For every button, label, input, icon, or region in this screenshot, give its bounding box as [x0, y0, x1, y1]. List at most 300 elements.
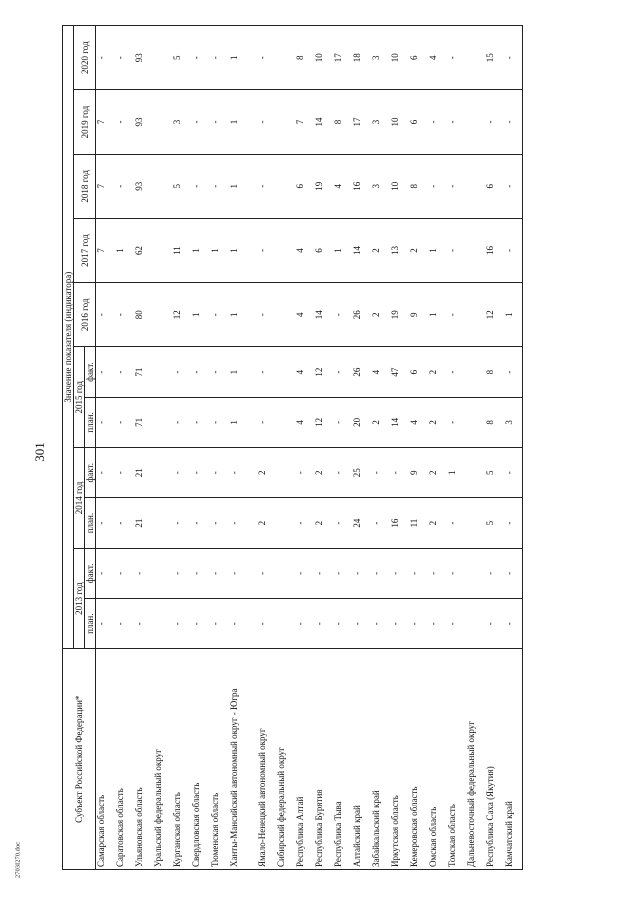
indicator-value: -	[134, 548, 153, 598]
indicator-value	[153, 218, 172, 282]
header-year-2013: 2013 год	[74, 548, 85, 649]
region-name: Камчатский край	[504, 649, 523, 870]
header-fact: факт.	[85, 448, 96, 498]
table-row	[191, 26, 210, 870]
indicator-value: -	[504, 498, 523, 548]
indicator-value: 93	[134, 90, 153, 154]
indicator-value	[466, 599, 485, 649]
indicator-value: 2	[257, 498, 276, 548]
indicator-value: 1	[428, 283, 447, 347]
indicator-value: -	[504, 218, 523, 282]
table-row	[390, 26, 409, 870]
indicator-value: -	[115, 283, 134, 347]
header-year-2017: 2017 год	[74, 218, 96, 282]
indicator-value: -	[210, 397, 229, 447]
indicator-value	[276, 498, 295, 548]
region-name: Республика Бурятия	[314, 649, 333, 870]
indicator-value: -	[333, 498, 352, 548]
header-fact: факт.	[85, 548, 96, 598]
indicator-value: -	[257, 90, 276, 154]
region-name: Томская область	[447, 649, 466, 870]
indicator-value: -	[504, 90, 523, 154]
header-year-2020: 2020 год	[74, 26, 96, 90]
indicator-value	[276, 26, 295, 90]
table-row	[314, 26, 333, 870]
indicator-value	[466, 90, 485, 154]
indicator-value: 1	[229, 154, 257, 218]
indicator-value: 93	[134, 26, 153, 90]
indicator-value	[276, 154, 295, 218]
table-header	[63, 26, 96, 870]
indicator-value: -	[371, 448, 390, 498]
indicator-value: 4	[333, 154, 352, 218]
indicator-value	[153, 498, 172, 548]
region-name: Ямало-Ненецкий автономный округ	[257, 649, 276, 870]
indicator-value: -	[333, 448, 352, 498]
indicator-value: -	[191, 448, 210, 498]
indicator-value: -	[352, 599, 371, 649]
indicator-value: -	[191, 154, 210, 218]
indicator-value: 4	[409, 397, 428, 447]
indicator-value: -	[115, 548, 134, 598]
indicator-value: -	[504, 599, 523, 649]
header-indicator: Значение показателя (индикатора)	[63, 26, 74, 649]
indicator-value: 19	[390, 283, 409, 347]
indicator-value: 24	[352, 498, 371, 548]
indicator-value: -	[96, 548, 115, 598]
indicator-value: 14	[352, 218, 371, 282]
indicator-value: 1	[447, 448, 466, 498]
indicator-value: 11	[172, 218, 191, 282]
region-name: Уральский федеральный округ	[153, 649, 172, 870]
table-row	[466, 26, 485, 870]
indicator-value: -	[314, 599, 333, 649]
indicator-value: -	[191, 26, 210, 90]
indicator-value: -	[257, 283, 276, 347]
indicator-value: 5	[485, 498, 504, 548]
indicator-value: -	[115, 154, 134, 218]
indicator-value	[466, 548, 485, 598]
indicator-value: 80	[134, 283, 153, 347]
table-body	[96, 26, 523, 870]
table-row	[485, 26, 504, 870]
indicator-value: -	[409, 599, 428, 649]
indicator-value	[276, 283, 295, 347]
indicator-value: 3	[371, 26, 390, 90]
header-fact: факт.	[85, 347, 96, 397]
indicator-value	[153, 347, 172, 397]
indicator-value: -	[371, 498, 390, 548]
indicator-value: 8	[295, 26, 314, 90]
indicator-value: -	[96, 599, 115, 649]
indicator-value: -	[257, 218, 276, 282]
indicator-value: -	[229, 448, 257, 498]
region-name: Республика Тыва	[333, 649, 352, 870]
header-year-2018: 2018 год	[74, 154, 96, 218]
indicator-value: -	[191, 397, 210, 447]
indicator-value: -	[210, 283, 229, 347]
indicator-value	[153, 154, 172, 218]
indicator-value: 3	[371, 90, 390, 154]
indicator-value: -	[191, 347, 210, 397]
indicator-value: -	[409, 548, 428, 598]
table-row	[428, 26, 447, 870]
indicator-value: 6	[409, 90, 428, 154]
indicator-value: 7	[295, 90, 314, 154]
indicator-value: -	[115, 498, 134, 548]
indicator-value: 2	[409, 218, 428, 282]
indicator-value: -	[352, 548, 371, 598]
indicator-value: 16	[390, 498, 409, 548]
indicator-value: -	[115, 599, 134, 649]
table-row	[371, 26, 390, 870]
indicator-value: 11	[409, 498, 428, 548]
indicator-value: 1	[229, 218, 257, 282]
indicator-value: -	[504, 26, 523, 90]
indicator-value: -	[172, 347, 191, 397]
indicator-value: 1	[504, 283, 523, 347]
indicator-value	[153, 90, 172, 154]
region-name: Ханты-Мансийский автономный округ - Югра	[229, 649, 257, 870]
indicator-value: -	[115, 397, 134, 447]
indicator-value	[466, 448, 485, 498]
indicator-value: 26	[352, 347, 371, 397]
indicator-value: 4	[295, 397, 314, 447]
indicator-value: 21	[134, 498, 153, 548]
table-row	[504, 26, 523, 870]
table-row	[257, 26, 276, 870]
region-name: Ульяновская область	[134, 649, 153, 870]
header-plan: план.	[85, 397, 96, 447]
indicator-value: -	[210, 154, 229, 218]
indicator-value: -	[485, 599, 504, 649]
indicator-value	[466, 283, 485, 347]
indicator-value: -	[447, 347, 466, 397]
indicator-value: -	[191, 498, 210, 548]
indicator-value: 12	[314, 397, 333, 447]
table-row	[172, 26, 191, 870]
indicator-value: 2	[428, 498, 447, 548]
indicator-value: 93	[134, 154, 153, 218]
region-name: Алтайский край	[352, 649, 371, 870]
indicator-value	[153, 397, 172, 447]
indicator-value: -	[172, 498, 191, 548]
indicator-value: -	[447, 90, 466, 154]
indicator-value: 2	[314, 498, 333, 548]
region-name: Сибирский федеральный округ	[276, 649, 295, 870]
indicator-value: -	[447, 218, 466, 282]
indicator-value: 1	[333, 218, 352, 282]
indicator-value: 12	[314, 347, 333, 397]
indicator-value: -	[172, 548, 191, 598]
indicator-value: -	[428, 548, 447, 598]
header-year-2015: 2015 год	[74, 347, 85, 448]
indicator-value: 8	[409, 154, 428, 218]
indicator-value: -	[210, 26, 229, 90]
indicator-value: 1	[229, 90, 257, 154]
region-name: Республика Алтай	[295, 649, 314, 870]
indicator-value: -	[390, 448, 409, 498]
indicator-value: 8	[485, 397, 504, 447]
indicator-value: 7	[96, 154, 115, 218]
region-name: Забайкальский край	[371, 649, 390, 870]
indicator-value	[466, 347, 485, 397]
region-name: Омская область	[428, 649, 447, 870]
indicator-value: -	[504, 548, 523, 598]
indicator-value: -	[172, 599, 191, 649]
indicator-value: -	[172, 448, 191, 498]
table-row	[276, 26, 295, 870]
indicator-value: 14	[314, 283, 333, 347]
indicator-value	[466, 154, 485, 218]
indicator-value: 21	[134, 448, 153, 498]
indicator-value: -	[295, 548, 314, 598]
indicator-value: 7	[96, 90, 115, 154]
indicator-value: -	[96, 498, 115, 548]
indicator-value: 25	[352, 448, 371, 498]
indicator-value: 10	[390, 154, 409, 218]
indicator-value: 3	[504, 397, 523, 447]
indicator-value: -	[333, 347, 352, 397]
page-number: 301	[32, 442, 47, 462]
indicator-value: 19	[314, 154, 333, 218]
indicator-value: 6	[485, 154, 504, 218]
indicator-value: 14	[390, 397, 409, 447]
indicator-value: 1	[191, 283, 210, 347]
table-row	[115, 26, 134, 870]
table-row	[134, 26, 153, 870]
indicator-value: -	[428, 599, 447, 649]
indicator-value: -	[504, 347, 523, 397]
indicator-value: 20	[352, 397, 371, 447]
indicator-value: 5	[485, 448, 504, 498]
indicator-value: -	[210, 498, 229, 548]
indicator-value: -	[295, 448, 314, 498]
table-row	[333, 26, 352, 870]
indicator-value: -	[96, 397, 115, 447]
indicator-value: -	[172, 397, 191, 447]
indicator-value: 1	[229, 26, 257, 90]
table-row	[295, 26, 314, 870]
indicator-value	[276, 397, 295, 447]
indicator-value: -	[191, 90, 210, 154]
indicator-value: -	[333, 283, 352, 347]
indicator-value: 6	[314, 218, 333, 282]
indicator-value: -	[428, 90, 447, 154]
indicator-value: -	[257, 548, 276, 598]
indicator-value	[153, 26, 172, 90]
indicator-value: 26	[352, 283, 371, 347]
table-row	[210, 26, 229, 870]
indicator-value: 10	[390, 26, 409, 90]
region-name: Дальневосточный федеральный округ	[466, 649, 485, 870]
indicator-value: -	[485, 90, 504, 154]
indicator-value: 17	[333, 26, 352, 90]
indicator-value: 47	[390, 347, 409, 397]
indicator-value: -	[390, 599, 409, 649]
indicator-value: -	[257, 26, 276, 90]
indicator-value: -	[333, 599, 352, 649]
indicator-value: -	[210, 90, 229, 154]
indicator-value: -	[333, 397, 352, 447]
indicator-value: -	[115, 347, 134, 397]
indicator-value: -	[447, 154, 466, 218]
indicator-value	[466, 498, 485, 548]
indicator-value: 2	[428, 448, 447, 498]
indicator-value: -	[115, 26, 134, 90]
indicator-value: -	[447, 397, 466, 447]
indicator-value	[466, 218, 485, 282]
indicator-value: 8	[485, 347, 504, 397]
indicator-value: -	[191, 548, 210, 598]
indicator-value: -	[504, 154, 523, 218]
table-row	[96, 26, 115, 870]
indicator-value: 71	[134, 347, 153, 397]
indicator-value: 6	[409, 347, 428, 397]
indicator-value: 2	[257, 448, 276, 498]
indicator-value: 2	[314, 448, 333, 498]
indicator-value: 13	[390, 218, 409, 282]
region-name: Республика Саха (Якутия)	[485, 649, 504, 870]
indicator-value: -	[134, 599, 153, 649]
indicator-value: 15	[485, 26, 504, 90]
indicator-value: 17	[352, 90, 371, 154]
indicator-value	[276, 347, 295, 397]
indicator-value: -	[96, 347, 115, 397]
header-year-2019: 2019 год	[74, 90, 96, 154]
indicator-value: 1	[229, 347, 257, 397]
indicator-value	[276, 448, 295, 498]
table-row	[409, 26, 428, 870]
region-name: Курганская область	[172, 649, 191, 870]
indicator-value: 6	[295, 154, 314, 218]
region-name: Кемеровская область	[409, 649, 428, 870]
header-year-2016: 2016 год	[74, 283, 96, 347]
table-row	[352, 26, 371, 870]
indicator-value: -	[485, 548, 504, 598]
indicator-value: -	[447, 26, 466, 90]
indicator-value: 10	[390, 90, 409, 154]
indicator-value: 16	[352, 154, 371, 218]
indicator-value: 4	[371, 347, 390, 397]
table-row	[447, 26, 466, 870]
header-plan: план.	[85, 599, 96, 649]
indicator-value: -	[115, 90, 134, 154]
indicator-value: 1	[229, 397, 257, 447]
indicator-value: 1	[115, 218, 134, 282]
indicator-value: -	[115, 448, 134, 498]
header-plan: план.	[85, 498, 96, 548]
indicator-value: 7	[96, 218, 115, 282]
indicator-value: 62	[134, 218, 153, 282]
indicator-value: 9	[409, 283, 428, 347]
indicator-value	[466, 397, 485, 447]
indicator-value: -	[371, 599, 390, 649]
indicator-value: -	[210, 448, 229, 498]
indicator-value: -	[428, 154, 447, 218]
indicator-value: 14	[314, 90, 333, 154]
indicator-value: 1	[191, 218, 210, 282]
indicator-value: 1	[210, 218, 229, 282]
indicator-value: 12	[485, 283, 504, 347]
indicator-value: 2	[371, 218, 390, 282]
indicator-value: 2	[371, 283, 390, 347]
table-row	[153, 26, 172, 870]
indicator-value: -	[257, 154, 276, 218]
indicator-value: 12	[172, 283, 191, 347]
indicator-value: 2	[428, 347, 447, 397]
region-name: Саратовская область	[115, 649, 134, 870]
document-footer: 2703I270.doc	[14, 842, 22, 878]
indicator-value: -	[447, 498, 466, 548]
indicator-table-container	[62, 25, 582, 870]
indicator-value	[153, 283, 172, 347]
indicator-value: 6	[409, 26, 428, 90]
indicator-value: 16	[485, 218, 504, 282]
indicator-value: -	[191, 599, 210, 649]
indicator-value	[276, 218, 295, 282]
indicator-value: -	[295, 498, 314, 548]
indicator-value: -	[96, 283, 115, 347]
indicator-value: 5	[172, 154, 191, 218]
indicator-value: 4	[295, 347, 314, 397]
indicator-value: 71	[134, 397, 153, 447]
indicator-value: -	[229, 548, 257, 598]
indicator-value: -	[447, 599, 466, 649]
indicator-value	[153, 548, 172, 598]
indicator-value: 1	[428, 218, 447, 282]
header-year-2014: 2014 год	[74, 448, 85, 549]
indicator-value	[153, 599, 172, 649]
indicator-value: 3	[172, 90, 191, 154]
indicator-value: 1	[229, 283, 257, 347]
indicator-value: -	[96, 448, 115, 498]
indicator-value	[276, 599, 295, 649]
region-name: Иркутская область	[390, 649, 409, 870]
indicator-value	[466, 26, 485, 90]
indicator-value: -	[210, 548, 229, 598]
region-name: Тюменская область	[210, 649, 229, 870]
indicator-value: -	[257, 347, 276, 397]
indicator-value: -	[447, 283, 466, 347]
indicator-value: 3	[371, 154, 390, 218]
indicator-value: -	[314, 548, 333, 598]
indicator-value: -	[447, 548, 466, 598]
header-subject: Субъект Российской Федерации*	[63, 649, 96, 870]
indicator-value: -	[257, 599, 276, 649]
indicator-value: 18	[352, 26, 371, 90]
region-name: Свердловская область	[191, 649, 210, 870]
indicator-value: 5	[172, 26, 191, 90]
indicator-value: -	[390, 548, 409, 598]
indicator-value: 8	[333, 90, 352, 154]
indicator-value: -	[210, 347, 229, 397]
indicator-value: 10	[314, 26, 333, 90]
table-row	[229, 26, 257, 870]
indicator-value: 4	[295, 218, 314, 282]
indicator-value: -	[333, 548, 352, 598]
indicator-table	[62, 25, 523, 870]
indicator-value: -	[96, 26, 115, 90]
indicator-value: -	[295, 599, 314, 649]
indicator-value: -	[371, 548, 390, 598]
indicator-value: -	[229, 599, 257, 649]
indicator-value: -	[210, 599, 229, 649]
indicator-value: 2	[371, 397, 390, 447]
indicator-value: 9	[409, 448, 428, 498]
indicator-value	[276, 90, 295, 154]
region-name: Самарская область	[96, 649, 115, 870]
